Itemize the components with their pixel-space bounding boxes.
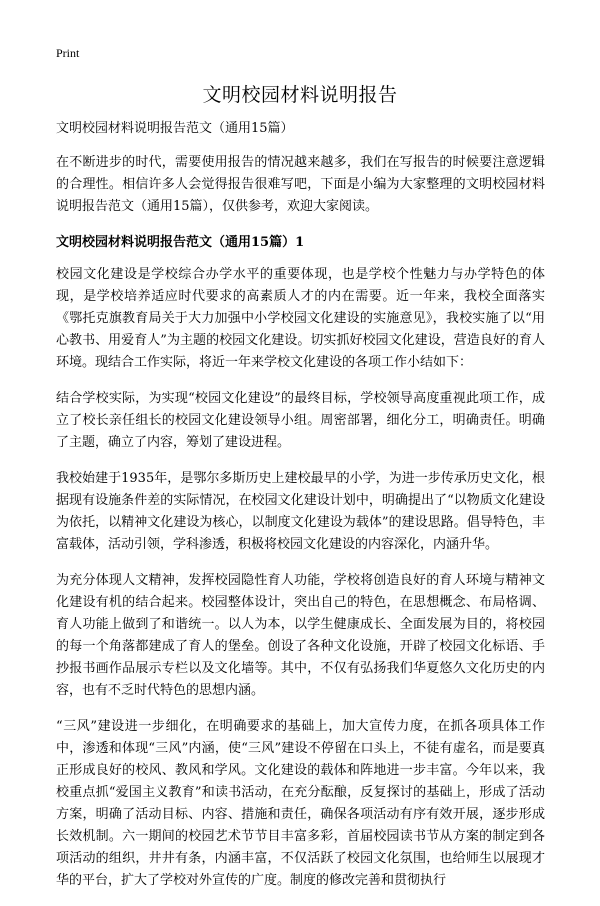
body-paragraph: “三风”建设进一步细化，在明确要求的基础上，加大宣传力度，在抓各项具体工作中，渗透和体现“三风”内涵，使“三风”建设不停留在口头上，不徒有虚名，而是要真正形成良好的校风、教风和学风。文化建设的载体和阵地进一步丰富。今年以来，我校重点抓“爱国主义教育”和读书活动，在充分酝酿，反复探讨的基础上，形成了活动方案，明确了活动目标、内容、措施和责任，确保各项活动有序有效开展，逐步形成长效机制。六一期间的校园艺术节节目丰富多彩，首届校园读书节从方案的制定到各项活动的组织，井井有条，内涵丰富，不仅活跃了校园文化氛围，也给师生以展现才华的平台，扩大了学校对外宣传的广度。制度的修改完善和贯彻执行 — [56, 719, 545, 888]
body-paragraph: 校园文化建设是学校综合办学水平的重要体现，也是学校个性魅力与办学特色的体现，是学校培养适应时代要求的高素质人才的内在需要。近一年来，我校全面落实《鄂托克旗教育局关于大力加强中小学校园文化建设的实施意见》，我校实施了以“用心教书、用爱育人”为主题的校园文化建设。切实抓好校园文化建设，营造良好的育人环境。现结合工作实际，将近一年来学校文化建设的各项工作小结如下： — [56, 267, 545, 370]
print-link[interactable]: Print — [56, 46, 80, 60]
body-paragraph: 为充分体现人文精神，发挥校园隐性育人功能，学校将创造良好的育人环境与精神文化建设有机的结合起来。校园整体设计，突出自己的特色，在思想概念、布局格调、育人功能上做到了和谐统一。以人为本，以学生健康成长、全面发展为目的，将校园的每一个角落都建成了育人的堡垒。创设了各种文化设施，开辟了校园文化标语、手抄报书画作品展示专栏以及文化墙等。其中，不仅有弘扬我们华夏悠久文化历史的内容，也有不乏时代特色的思想内涵。 — [56, 573, 545, 698]
document-subtitle: 文明校园材料说明报告范文（通用15篇） — [56, 121, 294, 136]
intro-paragraph: 在不断进步的时代，需要使用报告的情况越来越多，我们在写报告的时候要注意逻辑的合理性。相信许多人会觉得报告很难写吧，下面是小编为大家整理的文明校园材料说明报告范文（通用15篇），仅供参考，欢迎大家阅读。 — [56, 155, 545, 214]
section-heading: 文明校园材料说明报告范文（通用15篇）1 — [56, 235, 305, 250]
document-body — [56, 118, 545, 906]
body-paragraph: 结合学校实际，为实现“校园文化建设”的最终目标，学校领导高度重视此项工作，成立了校长亲任组长的校园文化建设领导小组。周密部署，细化分工，明确责任。明确了主题，确立了内容，筹划了建设进程。 — [56, 391, 545, 450]
body-paragraph: 我校始建于1935年，是鄂尔多斯历史上建校最早的小学，为进一步传承历史文化，根据现有设施条件差的实际情况，在校园文化建设计划中，明确提出了“以物质文化建设为依托，以精神文化建设为核心，以制度文化建设为载体”的建设思路。倡导特色，丰富载体，活动引领，学科渗透，积极将校园文化建设的内容深化，内涵升华。 — [56, 471, 545, 552]
document-title: 文明校园材料说明报告 — [202, 84, 398, 106]
